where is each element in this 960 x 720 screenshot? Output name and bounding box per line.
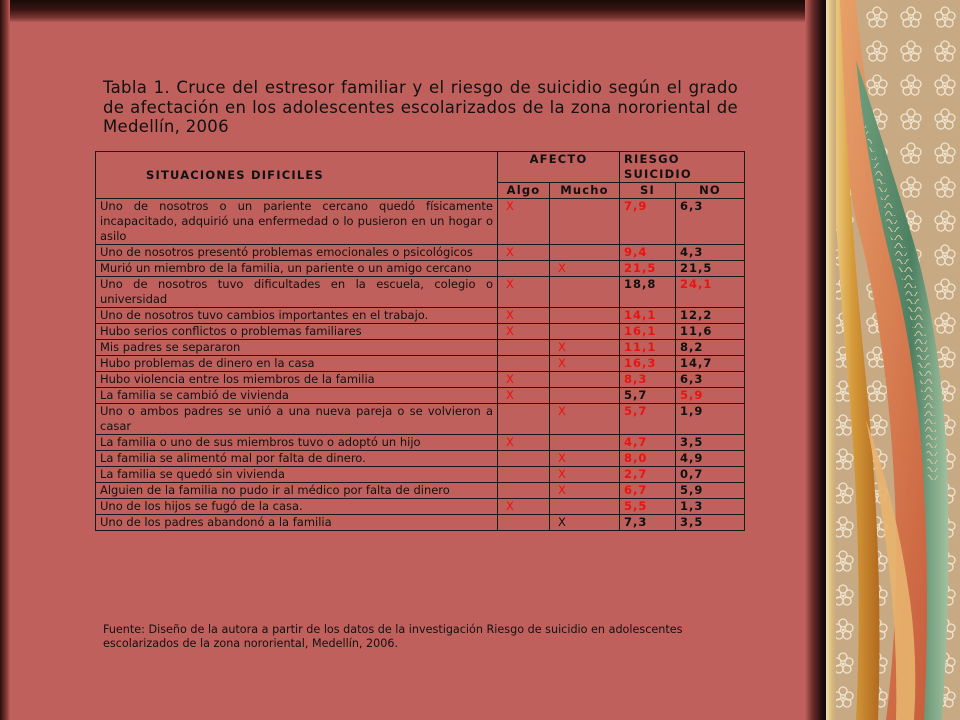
mucho-mark [550, 388, 620, 404]
algo-mark [498, 404, 550, 435]
algo-mark: X [498, 277, 550, 308]
mucho-mark [550, 277, 620, 308]
riesgo-si-value: 8,3 [620, 372, 676, 388]
mucho-mark: X [550, 483, 620, 499]
header-situaciones: SITUACIONES DIFICILES [96, 152, 498, 199]
table-row [96, 340, 745, 356]
situation-text: La familia se cambió de vivienda [96, 388, 498, 404]
mucho-mark: X [550, 356, 620, 372]
riesgo-si-value: 2,7 [620, 467, 676, 483]
riesgo-no-value: 24,1 [676, 277, 745, 308]
mucho-mark: X [550, 467, 620, 483]
table-row [96, 277, 745, 308]
source-note: Fuente: Diseño de la autora a partir de los datos de la investigación Riesgo de suicidio en adolescentes escolarizados de la zona nororiental, Medellín, 2006. [103, 623, 683, 650]
situation-text: Uno de los hijos se fugó de la casa. [96, 499, 498, 515]
riesgo-no-value: 11,6 [676, 324, 745, 340]
mucho-mark [550, 308, 620, 324]
riesgo-si-value: 7,3 [620, 515, 676, 531]
right-shadow-band [805, 0, 827, 720]
situation-text: Mis padres se separaron [96, 340, 498, 356]
algo-mark: X [498, 245, 550, 261]
table-row [96, 451, 745, 467]
riesgo-si-value: 5,5 [620, 499, 676, 515]
algo-mark: X [498, 499, 550, 515]
riesgo-no-value: 1,3 [676, 499, 745, 515]
header-row-1 [96, 152, 745, 183]
algo-mark [498, 340, 550, 356]
riesgo-no-value: 4,9 [676, 451, 745, 467]
riesgo-si-value: 9,4 [620, 245, 676, 261]
table-row [96, 435, 745, 451]
riesgo-si-value: 16,3 [620, 356, 676, 372]
mucho-mark [550, 245, 620, 261]
situation-text: La familia se alimentó mal por falta de dinero. [96, 451, 498, 467]
header-afecto: AFECTO [498, 152, 620, 183]
algo-mark: X [498, 199, 550, 245]
riesgo-no-value: 14,7 [676, 356, 745, 372]
riesgo-si-value: 11,1 [620, 340, 676, 356]
header-si: SI [620, 183, 676, 199]
table-title: Tabla 1. Cruce del estresor familiar y el riesgo de suicidio según el grado de afectación en los adolescentes escolarizados de la zona nororiental de Medellín, 2006 [103, 78, 738, 136]
mucho-mark: X [550, 340, 620, 356]
riesgo-no-value: 5,9 [676, 483, 745, 499]
table-row [96, 372, 745, 388]
mucho-mark: X [550, 404, 620, 435]
algo-mark: X [498, 372, 550, 388]
riesgo-si-value: 14,1 [620, 308, 676, 324]
riesgo-si-value: 5,7 [620, 388, 676, 404]
situation-text: Uno de los padres abandonó a la familia [96, 515, 498, 531]
riesgo-no-value: 6,3 [676, 199, 745, 245]
algo-mark [498, 356, 550, 372]
riesgo-si-value: 7,9 [620, 199, 676, 245]
riesgo-no-value: 21,5 [676, 261, 745, 277]
situation-text: Uno de nosotros tuvo dificultades en la escuela, colegio o universidad [96, 277, 498, 308]
situation-text: Uno de nosotros tuvo cambios importantes en el trabajo. [96, 308, 498, 324]
situation-text: Uno de nosotros o un pariente cercano quedó físicamente incapacitado, adquirió una enfermedad o lo pusieron en un hogar o asilo [96, 199, 498, 245]
riesgo-si-value: 4,7 [620, 435, 676, 451]
table-row [96, 245, 745, 261]
riesgo-no-value: 1,9 [676, 404, 745, 435]
mucho-mark: X [550, 451, 620, 467]
algo-mark: X [498, 308, 550, 324]
riesgo-si-value: 18,8 [620, 277, 676, 308]
situation-text: Murió un miembro de la familia, un pariente o un amigo cercano [96, 261, 498, 277]
decorative-artwork [826, 0, 960, 720]
header-mucho: Mucho [550, 183, 620, 199]
algo-mark [498, 261, 550, 277]
table-row [96, 261, 745, 277]
situation-text: Hubo problemas de dinero en la casa [96, 356, 498, 372]
riesgo-si-value: 16,1 [620, 324, 676, 340]
riesgo-no-value: 4,3 [676, 245, 745, 261]
situation-text: Hubo serios conflictos o problemas familiares [96, 324, 498, 340]
table-row [96, 199, 745, 245]
mucho-mark [550, 324, 620, 340]
table-row [96, 467, 745, 483]
situation-text: La familia o uno de sus miembros tuvo o adoptó un hijo [96, 435, 498, 451]
header-no: NO [676, 183, 745, 199]
riesgo-si-value: 8,0 [620, 451, 676, 467]
riesgo-no-value: 8,2 [676, 340, 745, 356]
mucho-mark: X [550, 261, 620, 277]
algo-mark [498, 515, 550, 531]
table-row [96, 404, 745, 435]
table-row [96, 356, 745, 372]
algo-mark: X [498, 435, 550, 451]
algo-mark: X [498, 388, 550, 404]
decorative-side-panel [826, 0, 960, 720]
stressor-risk-table [95, 151, 745, 531]
algo-mark: X [498, 324, 550, 340]
header-riesgo: RIESGO SUICIDIO [620, 152, 745, 183]
mucho-mark [550, 372, 620, 388]
riesgo-no-value: 3,5 [676, 515, 745, 531]
table-row [96, 499, 745, 515]
riesgo-no-value: 12,2 [676, 308, 745, 324]
riesgo-no-value: 3,5 [676, 435, 745, 451]
riesgo-si-value: 5,7 [620, 404, 676, 435]
riesgo-no-value: 0,7 [676, 467, 745, 483]
situation-text: Hubo violencia entre los miembros de la familia [96, 372, 498, 388]
left-shadow-edge [0, 0, 10, 720]
table-row [96, 515, 745, 531]
header-algo: Algo [498, 183, 550, 199]
mucho-mark [550, 435, 620, 451]
top-shadow-bar [0, 0, 820, 22]
situation-text: Uno de nosotros presentó problemas emocionales o psicológicos [96, 245, 498, 261]
riesgo-si-value: 6,7 [620, 483, 676, 499]
situation-text: La familia se quedó sin vivienda [96, 467, 498, 483]
table-row [96, 324, 745, 340]
algo-mark [498, 451, 550, 467]
mucho-mark [550, 199, 620, 245]
table-row [96, 483, 745, 499]
algo-mark [498, 467, 550, 483]
riesgo-si-value: 21,5 [620, 261, 676, 277]
mucho-mark: X [550, 515, 620, 531]
table-row [96, 308, 745, 324]
situation-text: Alguien de la familia no pudo ir al médico por falta de dinero [96, 483, 498, 499]
riesgo-no-value: 6,3 [676, 372, 745, 388]
riesgo-no-value: 5,9 [676, 388, 745, 404]
algo-mark [498, 483, 550, 499]
table-row [96, 388, 745, 404]
situation-text: Uno o ambos padres se unió a una nueva pareja o se volvieron a casar [96, 404, 498, 435]
mucho-mark [550, 499, 620, 515]
